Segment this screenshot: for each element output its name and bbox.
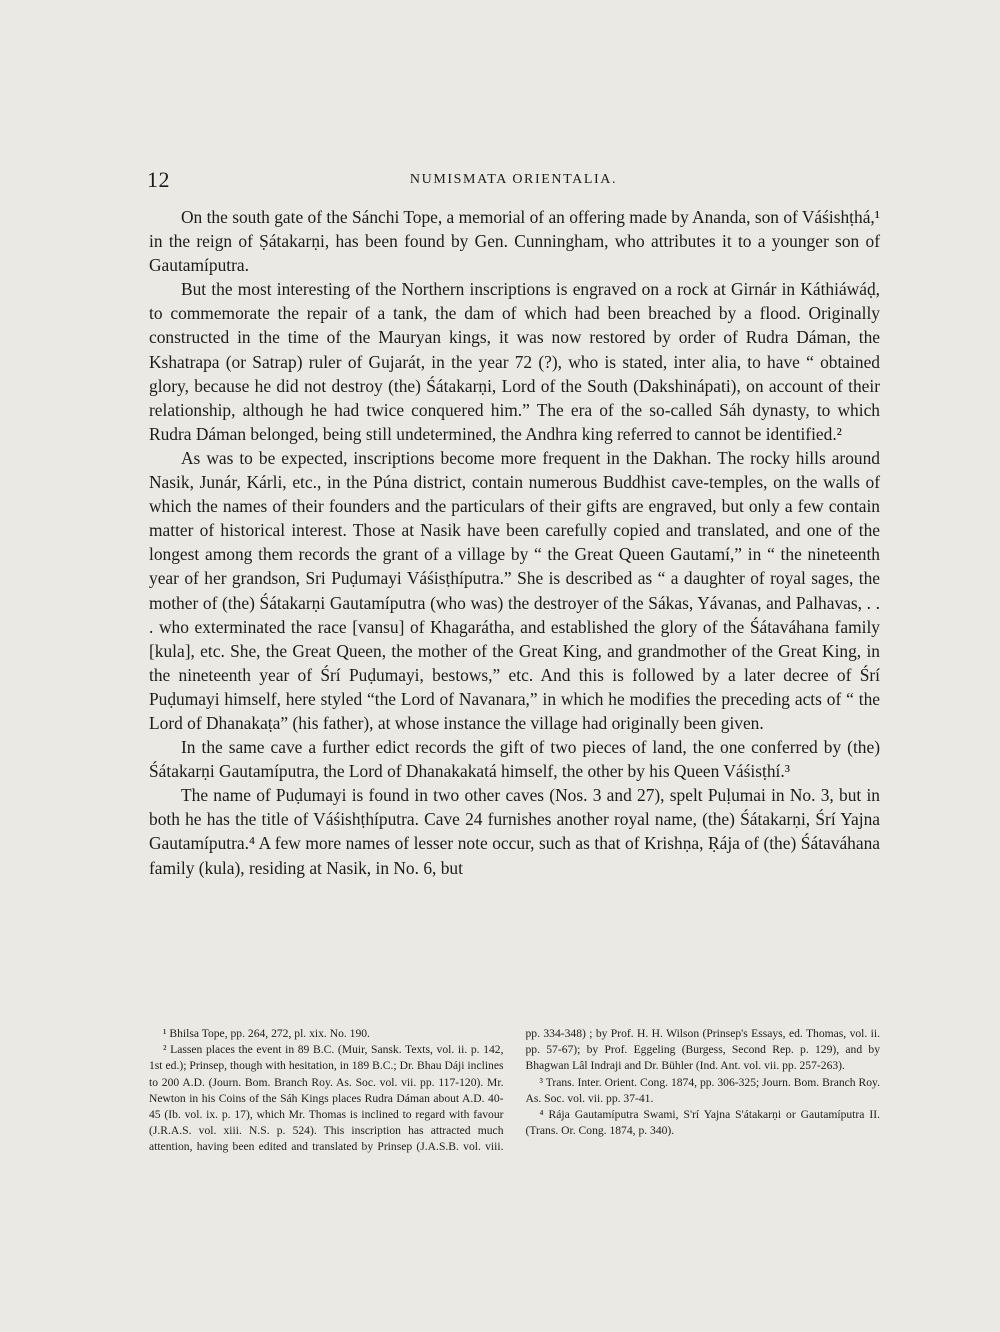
paragraph: The name of Puḍumayi is found in two other caves (Nos. 3 and 27), spelt Puḷumai in No. 3, but in both he has the title of Váśishṭhíputra. Cave 24 furnishes another royal name, (the) Śátakarṇi, Śrí Yajna Gautamíputra.⁴ A few more names of lesser note occur, such as that of Krishṇa, Ṛája of (the) Śátaváhana family (kula), residing at Nasik, in No. 6, but [149,785,880,878]
page-header [147,167,880,193]
paragraph: In the same cave a further edict records the gift of two pieces of land, the one conferred by (the) Śátakarṇi Gautamíputra, the Lord of Dhanakakatá himself, the other by his Queen Váśisṭhí.³ [149,737,880,782]
paragraph: But the most interesting of the Northern inscriptions is engraved on a rock at Girnár in Káthiáwáḍ, to commemorate the repair of a tank, the dam of which had been breached by a flood. Originally constructed in the time of the Mauryan kings, it was now restored by order of Rudra Dáman, the Kshatrapa (or Satrap) ruler of Gujarát, in the year 72 (?), who is stated, inter alia, to have “ obtained glory, because he did not destroy (the) Śátakarṇi, Lord of the South (Dakshinápati), on account of their relationship, although he had twice conquered him.” The era of the so-called Sáh dynasty, to which Rudra Dáman belonged, being still undetermined, the Andhra king referred to cannot be identified.² [149,279,880,444]
running-title: NUMISMATA ORIENTALIA. [409,172,618,187]
footnote: ³ Trans. Inter. Orient. Cong. 1874, pp. 306-325; Journ. Bom. Branch Roy. As. Soc. vol. vii. pp. 37-41. [525,1075,880,1105]
footnote: ² Lassen places the event in 89 B.C. (Muir, Sansk. Texts, vol. ii. p. 142, 1st ed.); Prinsep, though with hesitation, in 189 B.C.; Dr. Bhau Dáji inclines to 200 A.D. (Journ. Bom. Branch Roy. As. Soc. vol. vii. pp. 117-120). Mr. Newton in his Coins of the Sáh Kings places Rudra Dáman about A.D. 40-45 (Ib. vol. ix. p. 17), which Mr. Thomas is inclined to regard with favour (J.R.A.S. vol. xiii. N.S. p. 524). This inscription has attracted much attention, having been edited and translated by Prinsep (J.A.S.B. vol. viii. pp. 334-348) ; by Prof. H. H. Wilson (Prinsep's Essays, ed. Thomas, vol. ii. pp. 57-67); by Prof. Eggeling (Burgess, Second Rep. p. 129), and by Bhagwan Lâl Indraji and Dr. Bühler (Ind. Ant. vol. vii. pp. 257-263). [149,1027,880,1154]
page-number: 12 [147,167,170,192]
footnote: ⁴ Rája Gautamíputra Swami, S'rí Yajna S'átakarṇi or Gautamíputra II. (Trans. Or. Cong. 1874, p. 340). [525,1108,880,1138]
paragraph: On the south gate of the Sánchi Tope, a memorial of an offering made by Ananda, son of Váśishṭhá,¹ in the reign of Ṣátakarṇi, has been found by Gen. Cunningham, who attributes it to a younger son of Gautamíputra. [149,207,880,276]
footnote: ¹ Bhilsa Tope, pp. 264, 272, pl. xix. No. 190. [163,1027,370,1040]
paragraph: As was to be expected, inscriptions become more frequent in the Dakhan. The rocky hills around Nasik, Junár, Kárli, etc., in the Púna district, contain numerous Buddhist cave-temples, on the walls of which the names of their founders and the particulars of their gifts are engraved, but only a few contain matter of historical interest. Those at Nasik have been carefully copied and translated, and one of the longest among them records the grant of a village by “ the Great Queen Gautamí,” in “ the nineteenth year of her grandson, Sri Puḍumayi Váśisṭhíputra.” She is described as “ a daughter of royal sages, the mother of (the) Śátakarṇi Gautamíputra (who was) the destroyer of the Sákas, Yávanas, and Palhavas, . . . who exterminated the race [vansu] of Khagarátha, and established the glory of the Śátaváhana family [kula], etc. She, the Great Queen, the mother of the Great King, and grandmother of the Great King, in the nineteenth year of Śrí Puḍumayi, bestows,” etc. And this is followed by a later decree of Śrí Puḍumayi himself, here styled “the Lord of Navanara,” in which he modifies the preceding acts of “ the Lord of Dhanakaṭa” (his father), at whose instance the village had originally been given. [149,447,880,733]
main-text [149,205,880,880]
footnotes [149,1026,880,1156]
